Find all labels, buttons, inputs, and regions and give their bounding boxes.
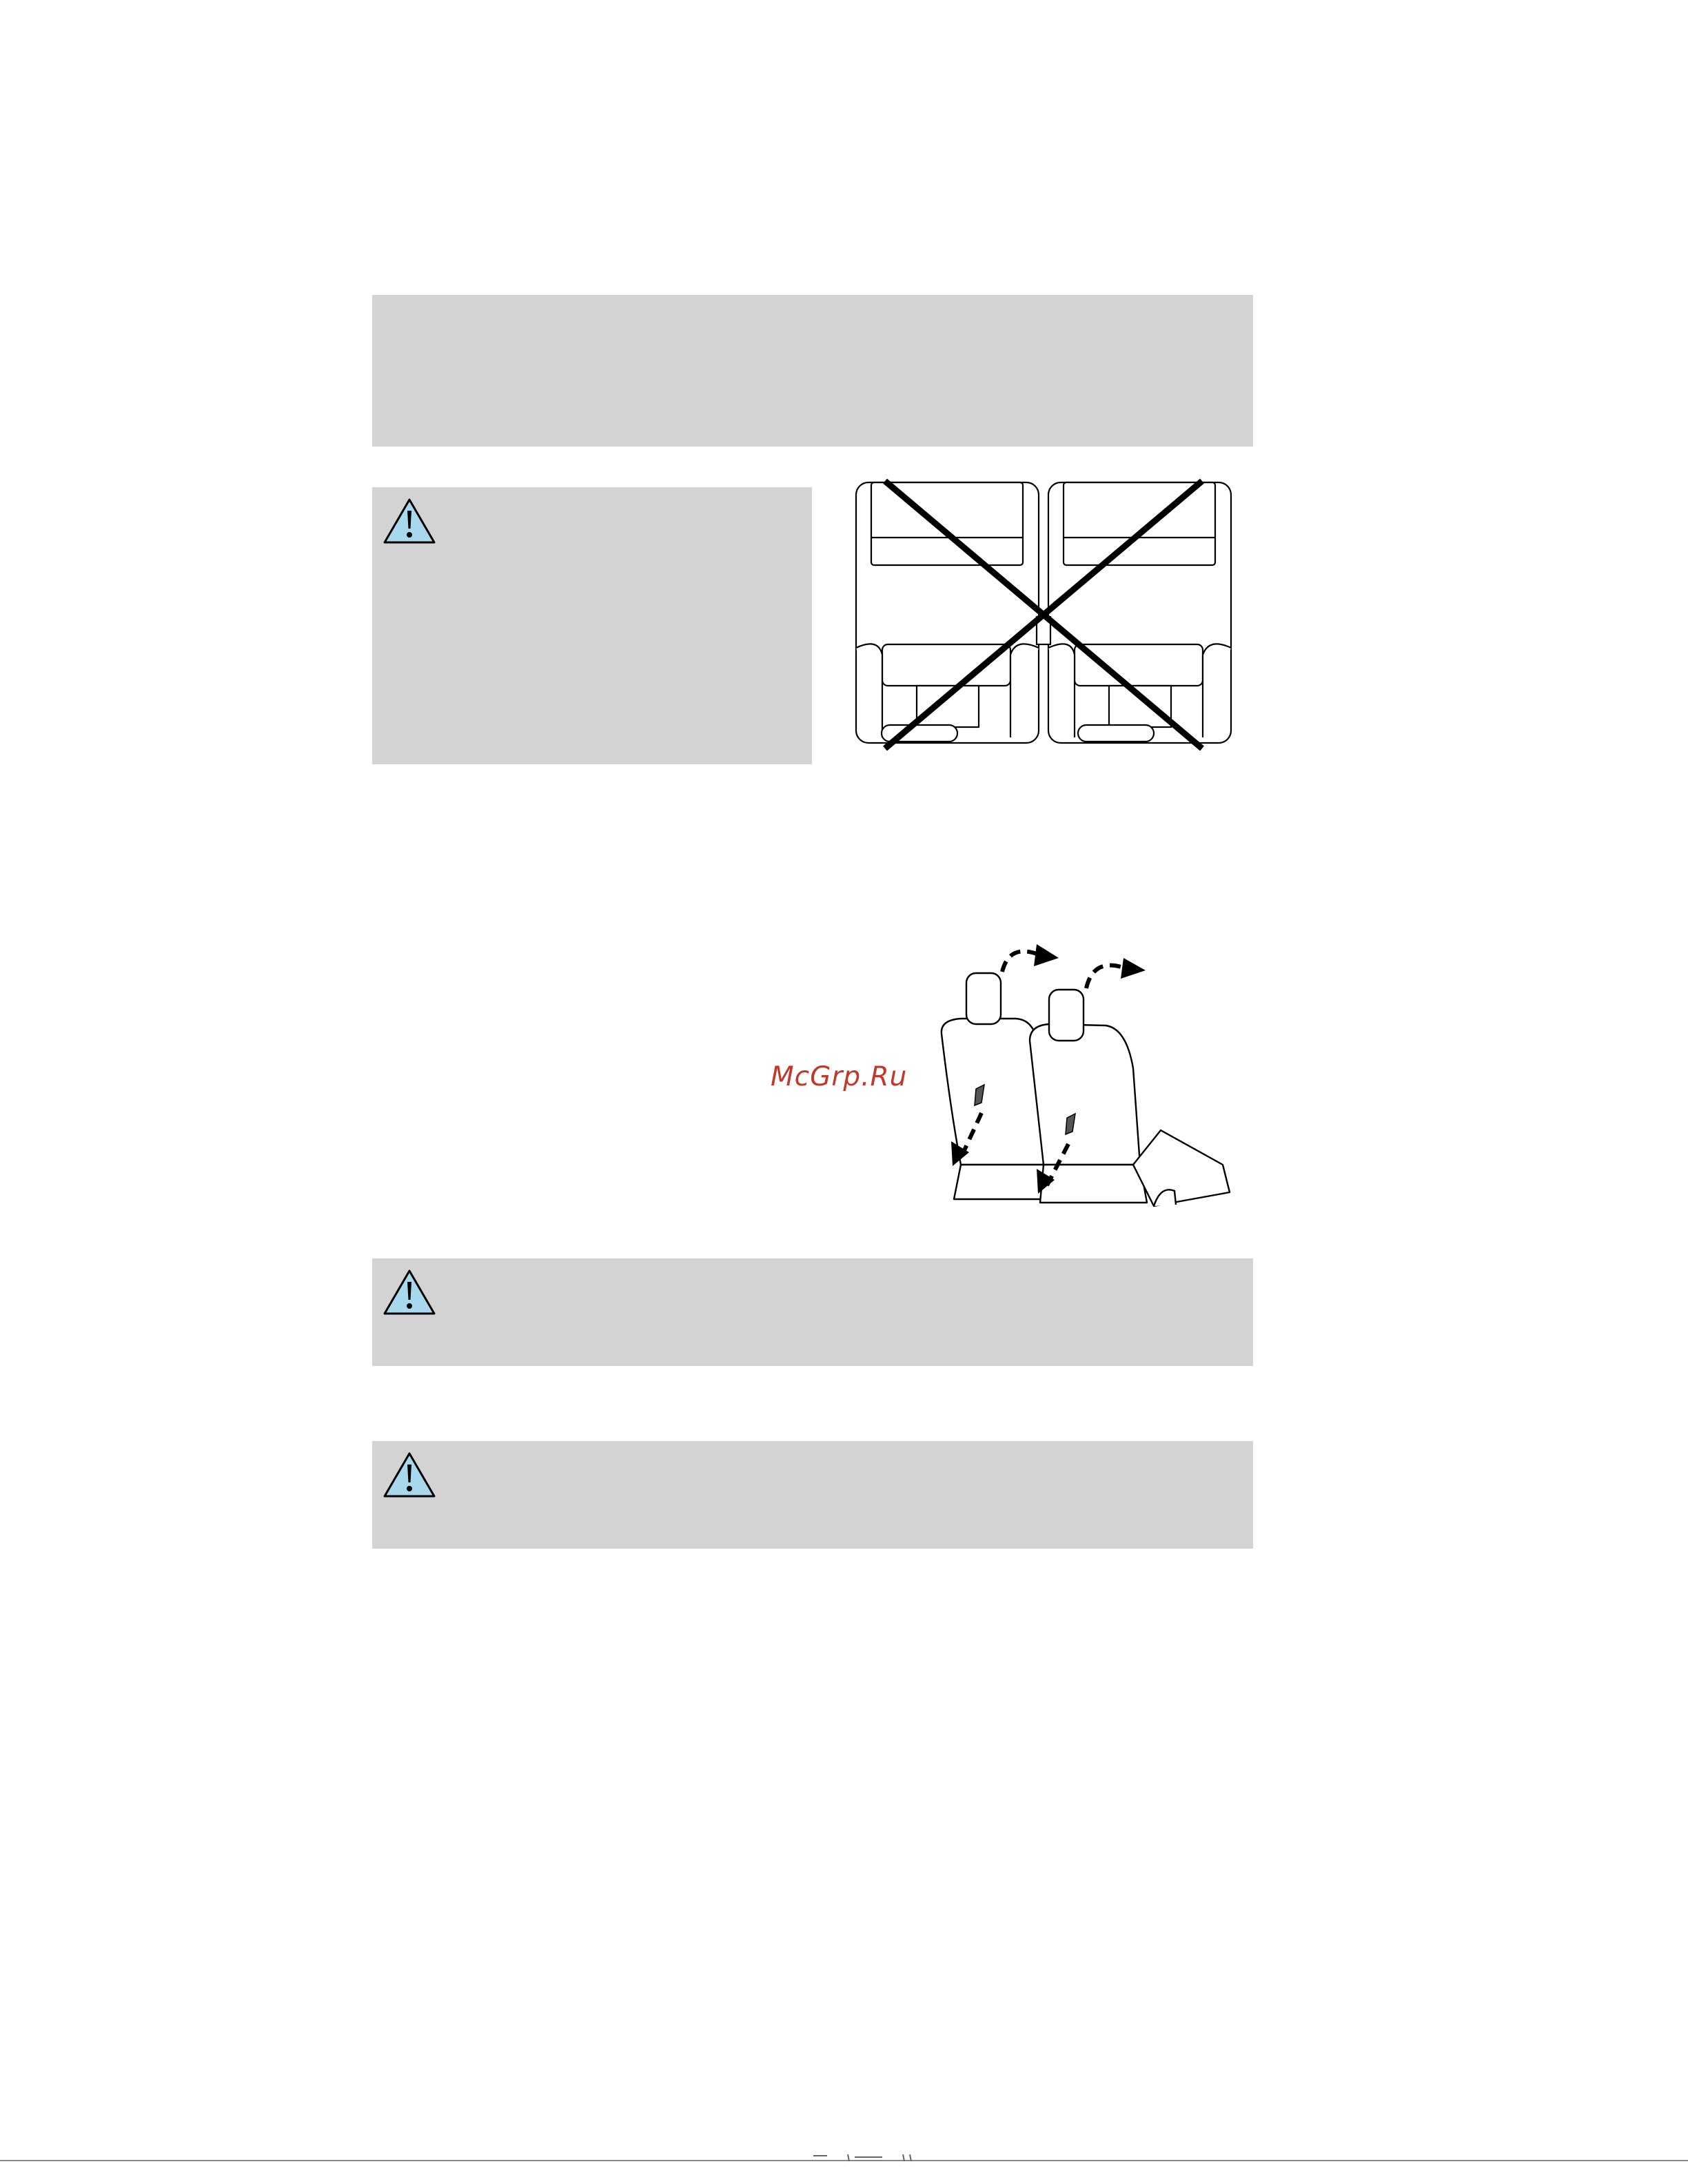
note-panel (372, 295, 1253, 447)
footer-marks (806, 2153, 937, 2163)
warning-triangle-icon (382, 1268, 437, 1316)
warning-box-2 (372, 1258, 1253, 1366)
warning-triangle-icon (382, 497, 437, 545)
warning-box-3 (372, 1441, 1253, 1549)
incorrect-seat-position-figure (851, 476, 1237, 751)
warning-triangle-icon (382, 1451, 437, 1499)
watermark-text: McGrp.Ru (771, 1061, 908, 1092)
seat-fold-figure (933, 937, 1237, 1234)
warning-box-1 (372, 487, 812, 764)
